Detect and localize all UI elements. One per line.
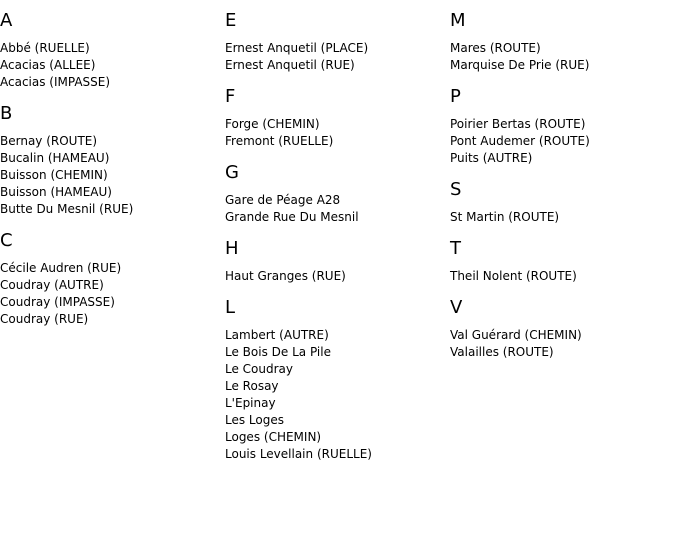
street-link[interactable]: Coudray (AUTRE) <box>0 278 104 292</box>
street-link[interactable]: Acacias (ALLEE) <box>0 58 96 72</box>
street-link[interactable]: Buisson (CHEMIN) <box>0 168 108 182</box>
street-link[interactable]: Haut Granges (RUE) <box>225 269 346 283</box>
street-link[interactable]: Bernay (ROUTE) <box>0 134 98 148</box>
letter-heading: V <box>450 297 463 318</box>
street-link[interactable]: Coudray (RUE) <box>0 312 89 326</box>
street-link[interactable]: L'Epinay <box>225 396 276 410</box>
street-link[interactable]: Fremont (RUELLE) <box>225 134 334 148</box>
letter-heading: P <box>450 86 461 107</box>
street-link[interactable]: Butte Du Mesnil (RUE) <box>0 202 134 216</box>
street-link[interactable]: Valailles (ROUTE) <box>450 345 554 359</box>
street-link[interactable]: Pont Audemer (ROUTE) <box>450 134 590 148</box>
street-link[interactable]: Gare de Péage A28 <box>225 193 341 207</box>
street-link[interactable]: Marquise De Prie (RUE) <box>450 58 590 72</box>
letter-group <box>225 297 450 463</box>
letter-heading: F <box>225 86 236 107</box>
letter-heading: A <box>0 10 13 31</box>
street-list <box>0 260 225 328</box>
street-list <box>225 192 450 226</box>
index-column <box>450 10 675 373</box>
street-link[interactable]: Le Coudray <box>225 362 294 376</box>
letter-heading: H <box>225 238 239 259</box>
letter-group <box>225 10 450 74</box>
letter-group <box>225 86 450 150</box>
street-link[interactable]: Grande Rue Du Mesnil <box>225 210 359 224</box>
letter-heading: L <box>225 297 236 318</box>
street-list <box>450 268 675 285</box>
street-link[interactable]: Val Guérard (CHEMIN) <box>450 328 582 342</box>
letter-heading: E <box>225 10 237 31</box>
street-link[interactable]: Cécile Audren (RUE) <box>0 261 122 275</box>
street-list <box>450 40 675 74</box>
letter-group <box>450 86 675 167</box>
letter-heading: T <box>450 238 461 259</box>
letter-group <box>450 179 675 226</box>
street-link[interactable]: Buisson (HAMEAU) <box>0 185 112 199</box>
street-list <box>0 40 225 91</box>
street-link[interactable]: Les Loges <box>225 413 284 427</box>
letter-heading: S <box>450 179 462 200</box>
street-link[interactable]: Theil Nolent (ROUTE) <box>450 269 577 283</box>
letter-group <box>0 230 225 328</box>
letter-group <box>450 10 675 74</box>
letter-heading: C <box>0 230 13 251</box>
letter-heading: G <box>225 162 239 183</box>
street-list <box>225 268 450 285</box>
street-list <box>450 327 675 361</box>
street-link[interactable]: Lambert (AUTRE) <box>225 328 329 342</box>
street-link[interactable]: Coudray (IMPASSE) <box>0 295 115 309</box>
letter-heading: B <box>0 103 13 124</box>
street-list <box>225 40 450 74</box>
letter-group <box>225 238 450 285</box>
street-link[interactable]: Acacias (IMPASSE) <box>0 75 111 89</box>
letter-group <box>450 297 675 361</box>
street-list <box>450 116 675 167</box>
street-link[interactable]: Ernest Anquetil (PLACE) <box>225 41 369 55</box>
letter-group <box>225 162 450 226</box>
street-link[interactable]: Louis Levellain (RUELLE) <box>225 447 372 461</box>
street-link[interactable]: Forge (CHEMIN) <box>225 117 320 131</box>
letter-group <box>450 238 675 285</box>
street-link[interactable]: Puits (AUTRE) <box>450 151 533 165</box>
street-link[interactable]: Le Bois De La Pile <box>225 345 331 359</box>
street-list <box>450 209 675 226</box>
street-list <box>225 327 450 463</box>
street-link[interactable]: St Martin (ROUTE) <box>450 210 560 224</box>
street-link[interactable]: Ernest Anquetil (RUE) <box>225 58 355 72</box>
street-list <box>225 116 450 150</box>
street-link[interactable]: Loges (CHEMIN) <box>225 430 322 444</box>
street-link[interactable]: Bucalin (HAMEAU) <box>0 151 110 165</box>
street-list <box>0 133 225 218</box>
street-link[interactable]: Poirier Bertas (ROUTE) <box>450 117 586 131</box>
letter-group <box>0 103 225 218</box>
index-column <box>0 10 225 340</box>
index-column <box>225 10 450 475</box>
letter-heading: M <box>450 10 466 31</box>
street-link[interactable]: Mares (ROUTE) <box>450 41 541 55</box>
street-link[interactable]: Le Rosay <box>225 379 279 393</box>
street-link[interactable]: Abbé (RUELLE) <box>0 41 90 55</box>
letter-group <box>0 10 225 91</box>
